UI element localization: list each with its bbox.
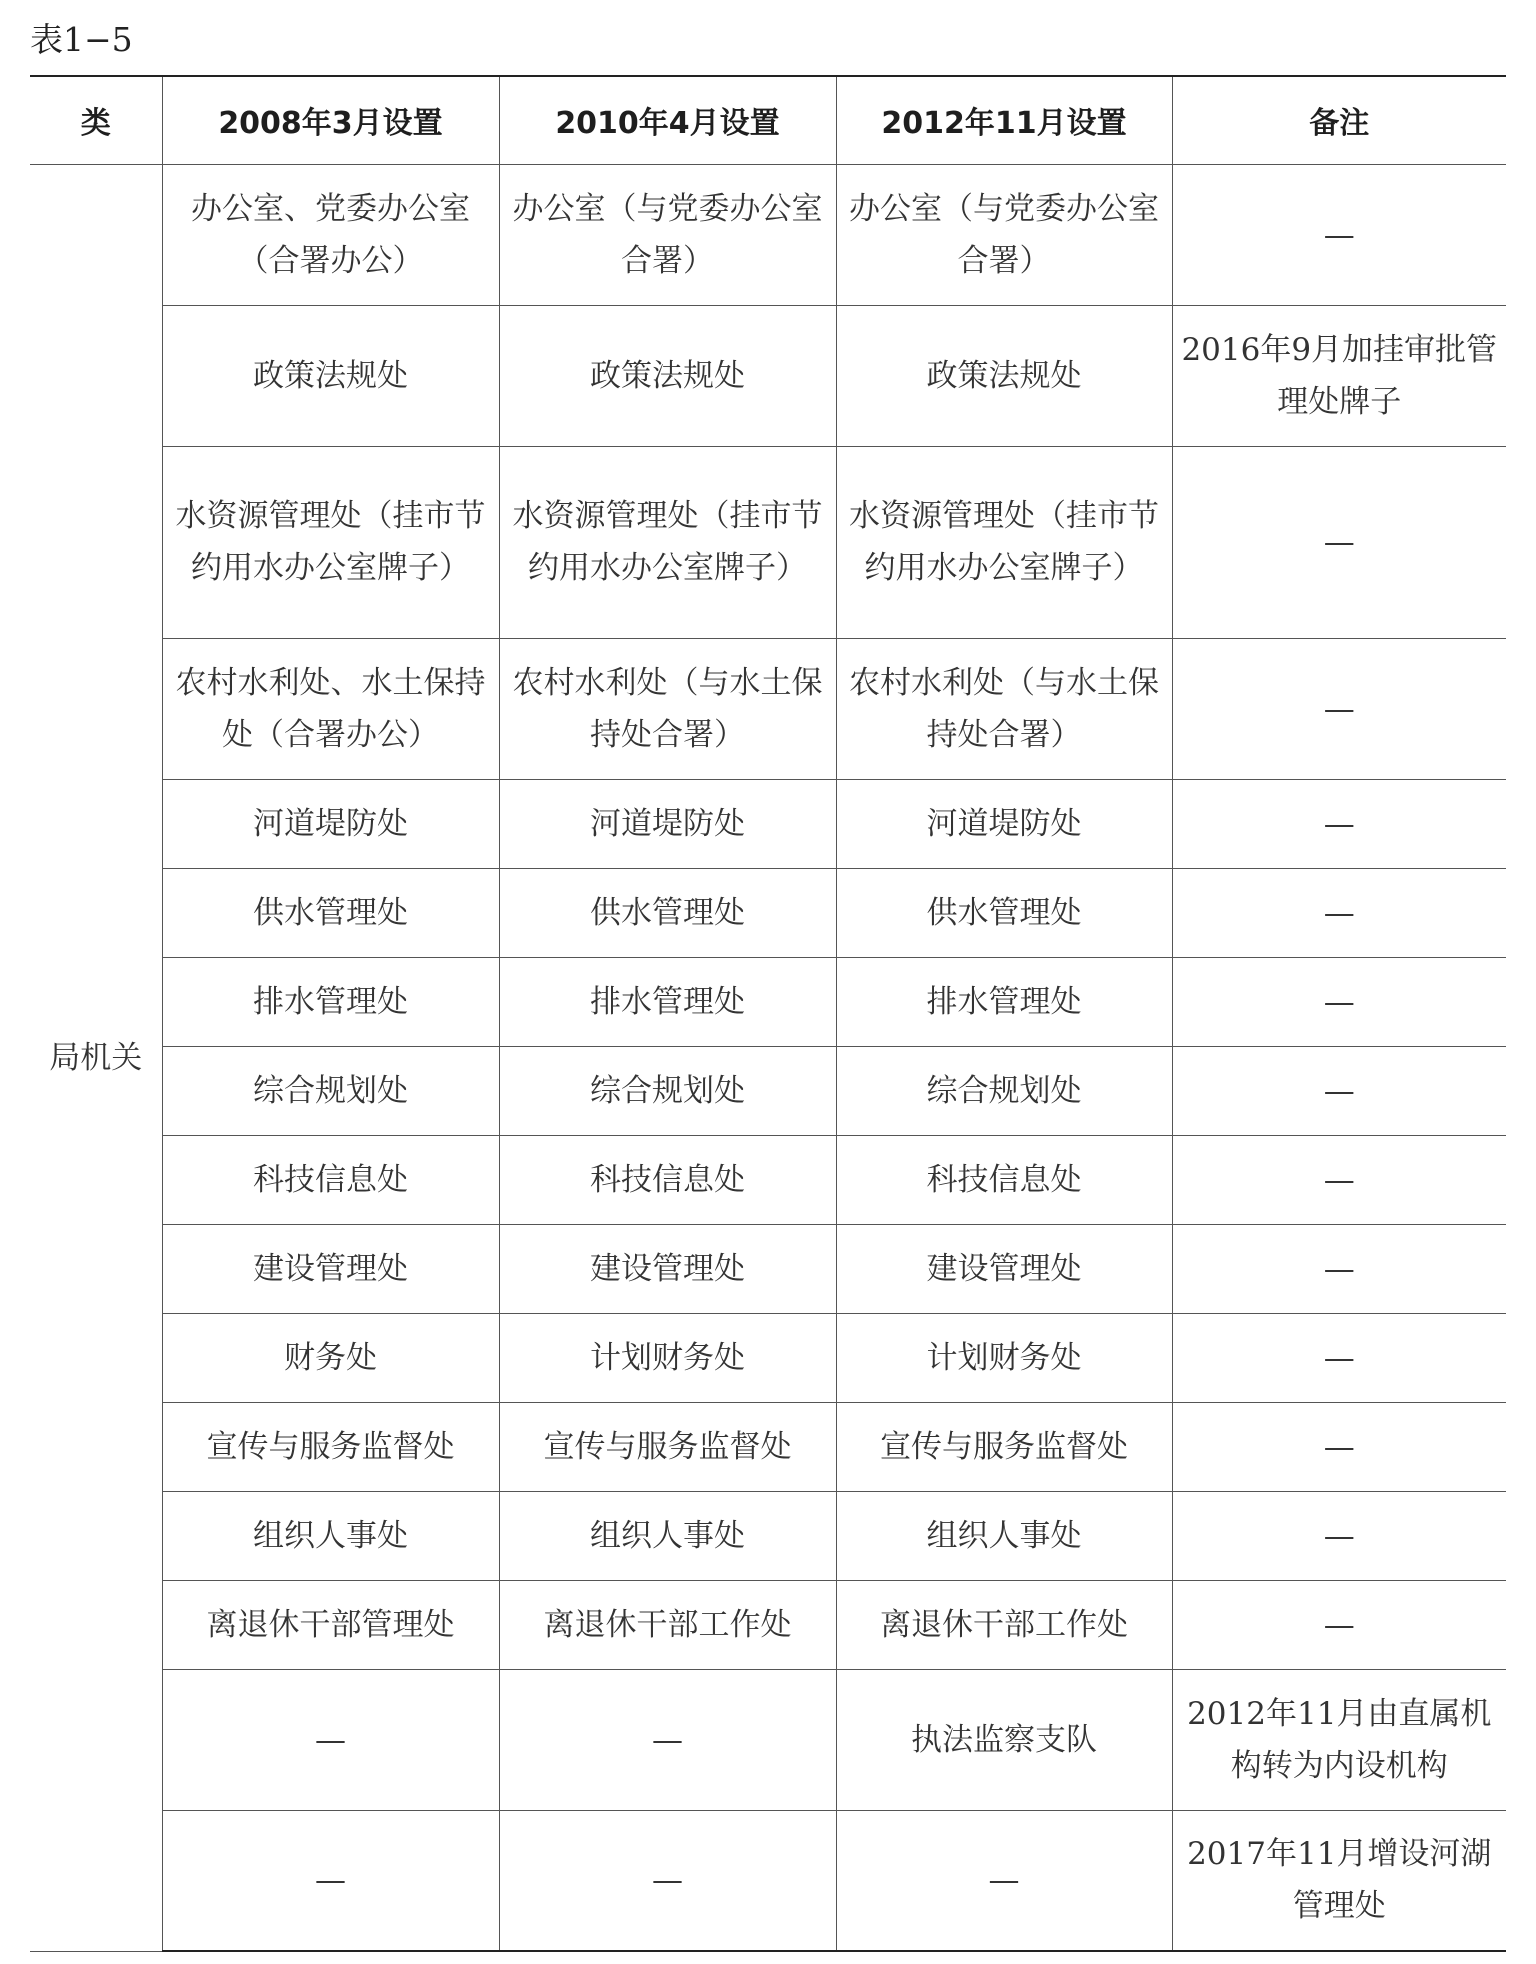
cell-2012: 综合规划处	[836, 1046, 1172, 1135]
cell-2008: 科技信息处	[162, 1135, 499, 1224]
table-row	[30, 1491, 1506, 1580]
table-row	[30, 164, 1506, 305]
cell-2008: 政策法规处	[162, 305, 499, 446]
organization-table	[30, 75, 1506, 1952]
cell-2012: 河道堤防处	[836, 779, 1172, 868]
cell-2010: 建设管理处	[499, 1224, 836, 1313]
table-row	[30, 305, 1506, 446]
cell-note: —	[1172, 1402, 1506, 1491]
cell-2008: 水资源管理处（挂市节约用水办公室牌子）	[162, 446, 499, 638]
cell-2008: 河道堤防处	[162, 779, 499, 868]
table-row	[30, 446, 1506, 638]
cell-2010: —	[499, 1810, 836, 1951]
header-2012: 2012年11月设置	[836, 76, 1172, 164]
cell-note: 2016年9月加挂审批管理处牌子	[1172, 305, 1506, 446]
cell-note: —	[1172, 868, 1506, 957]
cell-2012: 供水管理处	[836, 868, 1172, 957]
cell-note: —	[1172, 1580, 1506, 1669]
cell-2008: 组织人事处	[162, 1491, 499, 1580]
cell-note: —	[1172, 164, 1506, 305]
cell-2010: 科技信息处	[499, 1135, 836, 1224]
cell-2008: 财务处	[162, 1313, 499, 1402]
table-row	[30, 1046, 1506, 1135]
cell-note: —	[1172, 1491, 1506, 1580]
cell-2008: 建设管理处	[162, 1224, 499, 1313]
table-row	[30, 638, 1506, 779]
table-caption: 表1−5	[30, 20, 133, 59]
cell-2008: —	[162, 1810, 499, 1951]
cell-note: —	[1172, 779, 1506, 868]
cell-2010: 计划财务处	[499, 1313, 836, 1402]
cell-note: 2017年11月增设河湖管理处	[1172, 1810, 1506, 1951]
cell-2008: 农村水利处、水土保持处（合署办公）	[162, 638, 499, 779]
cell-2010: 综合规划处	[499, 1046, 836, 1135]
cell-2012: 建设管理处	[836, 1224, 1172, 1313]
header-2010: 2010年4月设置	[499, 76, 836, 164]
cell-note: —	[1172, 1313, 1506, 1402]
cell-2008: 供水管理处	[162, 868, 499, 957]
cell-2012: 排水管理处	[836, 957, 1172, 1046]
cell-2012: 水资源管理处（挂市节约用水办公室牌子）	[836, 446, 1172, 638]
table-row	[30, 868, 1506, 957]
cell-2012: 计划财务处	[836, 1313, 1172, 1402]
cell-note: —	[1172, 1224, 1506, 1313]
cell-2010: 排水管理处	[499, 957, 836, 1046]
category-cell: 局机关	[30, 164, 162, 1951]
cell-2010: 供水管理处	[499, 868, 836, 957]
cell-2010: 农村水利处（与水土保持处合署）	[499, 638, 836, 779]
cell-2008: 离退休干部管理处	[162, 1580, 499, 1669]
cell-2010: 离退休干部工作处	[499, 1580, 836, 1669]
cell-2012: 办公室（与党委办公室合署）	[836, 164, 1172, 305]
cell-2010: 水资源管理处（挂市节约用水办公室牌子）	[499, 446, 836, 638]
cell-note: —	[1172, 638, 1506, 779]
header-2008: 2008年3月设置	[162, 76, 499, 164]
cell-note: 2012年11月由直属机构转为内设机构	[1172, 1669, 1506, 1810]
table-row	[30, 1669, 1506, 1810]
cell-2012: 组织人事处	[836, 1491, 1172, 1580]
header-category: 类	[30, 76, 162, 164]
table-row	[30, 1135, 1506, 1224]
cell-2012: —	[836, 1810, 1172, 1951]
cell-2008: 综合规划处	[162, 1046, 499, 1135]
cell-note: —	[1172, 1135, 1506, 1224]
cell-2012: 科技信息处	[836, 1135, 1172, 1224]
cell-2012: 执法监察支队	[836, 1669, 1172, 1810]
cell-note: —	[1172, 957, 1506, 1046]
cell-2010: 办公室（与党委办公室合署）	[499, 164, 836, 305]
cell-2010: 河道堤防处	[499, 779, 836, 868]
cell-2010: 宣传与服务监督处	[499, 1402, 836, 1491]
cell-2012: 政策法规处	[836, 305, 1172, 446]
cell-2012: 宣传与服务监督处	[836, 1402, 1172, 1491]
cell-2010: —	[499, 1669, 836, 1810]
cell-2012: 农村水利处（与水土保持处合署）	[836, 638, 1172, 779]
table-row	[30, 1580, 1506, 1669]
table-row	[30, 1402, 1506, 1491]
table-row	[30, 957, 1506, 1046]
cell-2008: —	[162, 1669, 499, 1810]
header-row	[30, 76, 1506, 164]
table-row	[30, 779, 1506, 868]
cell-2008: 排水管理处	[162, 957, 499, 1046]
table-row	[30, 1224, 1506, 1313]
cell-note: —	[1172, 1046, 1506, 1135]
cell-2010: 政策法规处	[499, 305, 836, 446]
cell-2012: 离退休干部工作处	[836, 1580, 1172, 1669]
cell-note: —	[1172, 446, 1506, 638]
header-note: 备注	[1172, 76, 1506, 164]
cell-2008: 办公室、党委办公室（合署办公）	[162, 164, 499, 305]
cell-2008: 宣传与服务监督处	[162, 1402, 499, 1491]
table-row	[30, 1810, 1506, 1951]
table-row	[30, 1313, 1506, 1402]
cell-2010: 组织人事处	[499, 1491, 836, 1580]
